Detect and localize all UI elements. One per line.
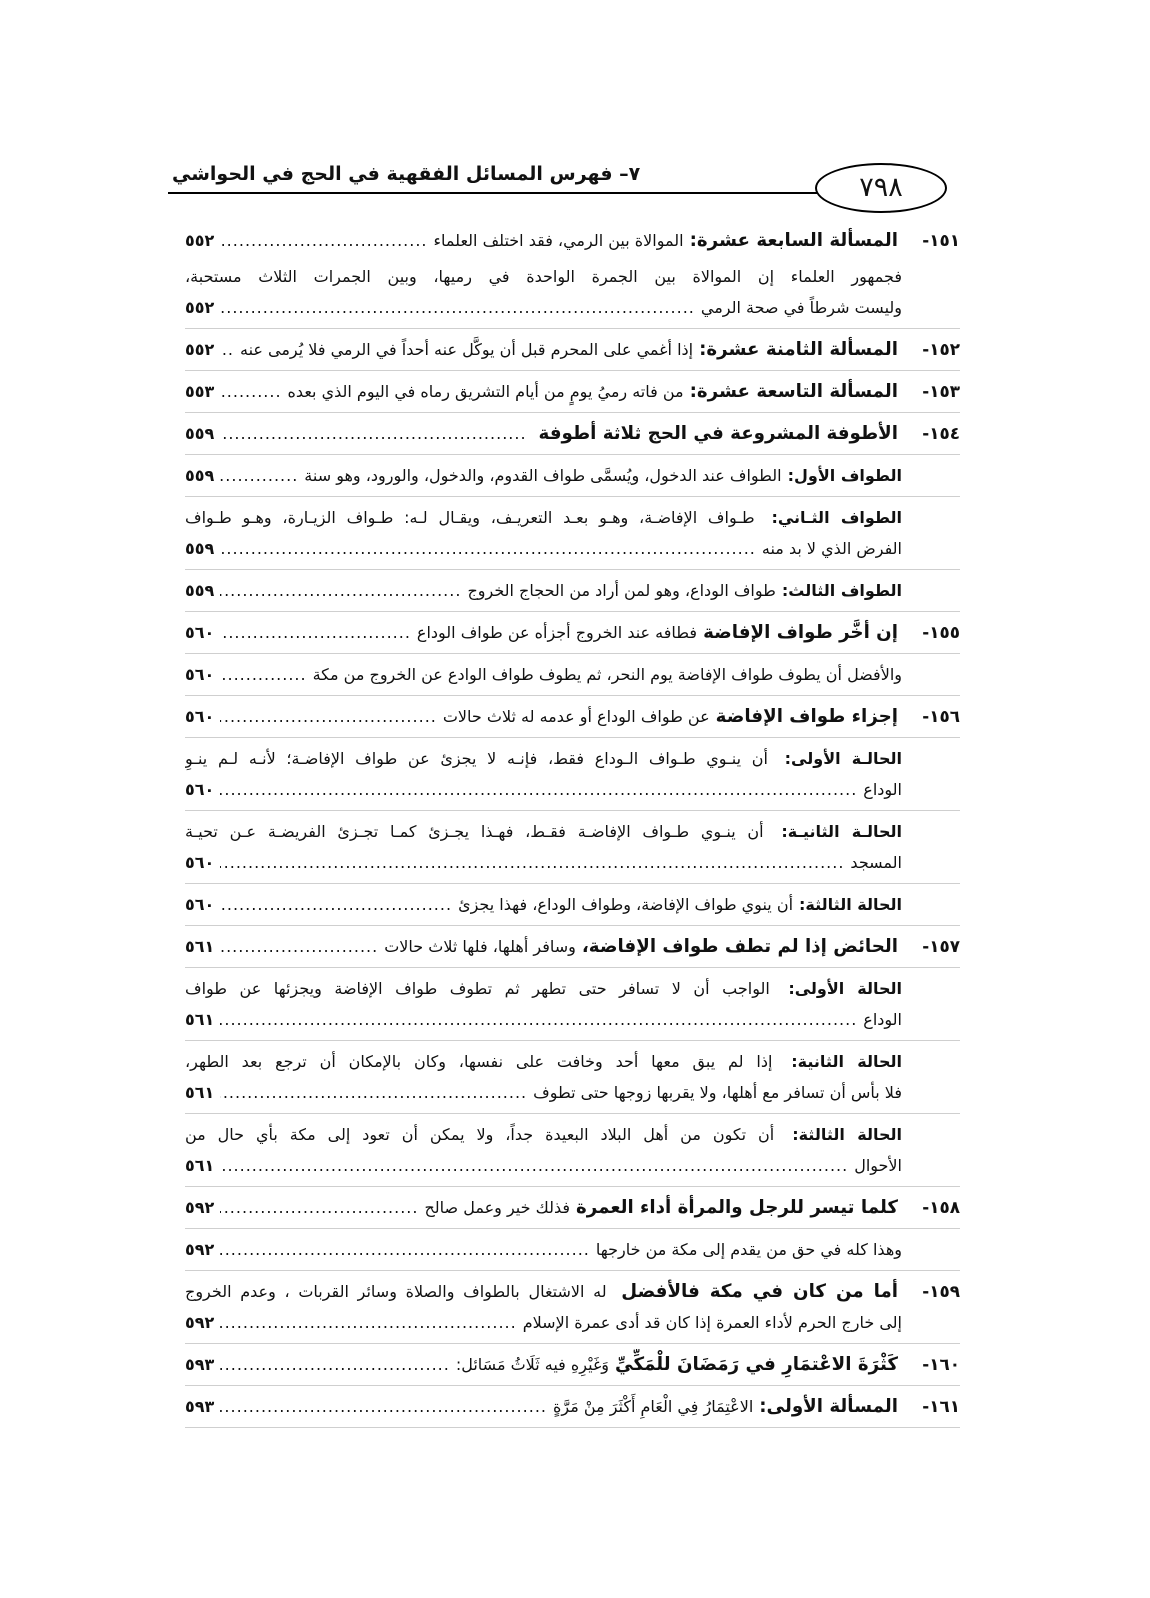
- index-line: [185, 225, 960, 256]
- entry-title: الأطوفة المشروعة في الحج ثلاثة أطوفة: [538, 423, 898, 444]
- dot-leader: [220, 1234, 590, 1265]
- page-number: ٧٩٨: [859, 172, 903, 203]
- subentry-title: الحالـة الثانيـة:: [781, 822, 902, 841]
- entry-text-wrap: [185, 1119, 902, 1150]
- page-ref: ٥٦٠: [185, 853, 215, 872]
- index-line: [185, 617, 960, 648]
- dot-leader: [220, 575, 461, 606]
- entry-title: إجزاء طواف الإفاضة: [715, 706, 898, 727]
- index-line: [185, 1276, 960, 1307]
- entry-title: المسألة السابعة عشرة:: [689, 230, 898, 251]
- page-ref: ٥٦١: [185, 937, 215, 956]
- entry-text: الطواف عند الدخول، ويُسمَّى طواف القدوم، والدخول، والورود، وهو سنة: [304, 466, 782, 485]
- entry-text: أن ينـوي طـواف الـوداع فقط، فإنـه لا يجزئ عن طواف الإفاضـة؛ لأنـه لـم ينـوِ: [185, 749, 768, 768]
- page-ref: ٥٥٣: [185, 382, 215, 401]
- entry-text-wrap: [185, 1276, 898, 1307]
- index-subentry: [185, 884, 960, 926]
- entry-number: ١٥٨-: [922, 1197, 960, 1217]
- index-line: [185, 816, 960, 847]
- dot-leader: [220, 889, 452, 920]
- dot-leader: [220, 1150, 848, 1181]
- dot-leader: [220, 847, 844, 878]
- page-ref: ٥٥٢: [185, 298, 215, 317]
- index-subentry: [185, 1229, 960, 1271]
- dot-leader: [220, 225, 427, 256]
- index-subentry: [185, 1041, 960, 1114]
- entry-text: وَغَيْرِهِ فيه ثَلَاثُ مَسَائل:: [455, 1355, 610, 1374]
- index-line: [185, 701, 960, 732]
- entry-title: المسألة الثامنة عشرة:: [699, 339, 898, 360]
- page-ref: ٥٥٩: [185, 466, 215, 485]
- entry-text-wrap: [185, 502, 902, 533]
- entry-title: إن أخَّر طواف الإفاضة: [703, 622, 898, 643]
- index-line: [185, 1004, 960, 1035]
- index-entry: [185, 220, 960, 256]
- subentry-title: الحالة الثالثة:: [792, 1125, 902, 1144]
- entry-text: الواجب أن لا تسافر حتى تطهر ثم تطوف طواف الإفاضة ويجزئها عن طواف: [185, 979, 770, 998]
- index-subentry: [185, 497, 960, 570]
- dot-leader: [220, 1192, 418, 1223]
- subentry-title: الحالة الثالثة:: [799, 895, 902, 914]
- entry-text: فلا بأس أن تسافر مع أهلها، ولا يقربها زوجها حتى تطوف: [533, 1083, 902, 1102]
- dot-leader: [220, 617, 411, 648]
- entry-number: ١٥٩-: [922, 1281, 960, 1301]
- index-subentry: [185, 1114, 960, 1187]
- page-ref: ٥٥٢: [185, 231, 215, 250]
- index-line: [185, 1391, 960, 1422]
- index-line: [185, 292, 960, 323]
- page-ref: ٥٩٢: [185, 1313, 215, 1332]
- subentry-title: الحالة الثانية:: [791, 1052, 902, 1071]
- dot-leader: [220, 533, 756, 564]
- entry-text: إذا لم يبق معها أحد وخافت على نفسها، وكان بالإمكان أن ترجع بعد الطهر،: [185, 1052, 773, 1071]
- entry-text: المسجد: [850, 853, 902, 872]
- index-subentry: [185, 570, 960, 612]
- dot-leader: [220, 659, 306, 690]
- entry-title: كَثْرَةَ الاعْتمَارِ في رَمَضَانَ للْمَكِّيِّ: [615, 1354, 898, 1375]
- index-line: [185, 575, 960, 606]
- index-line: [185, 1234, 960, 1265]
- page-ref: ٥٥٩: [185, 581, 215, 600]
- index-entry: [185, 371, 960, 413]
- dot-leader: [220, 774, 857, 805]
- entry-title: الحائض إذا لم تطف طواف الإفاضة،: [581, 936, 898, 957]
- subentry-title: الطواف الثـاني:: [771, 508, 902, 527]
- entry-text: فطافه عند الخروج أجزأه عن طواف الوداع: [416, 623, 698, 642]
- entry-text: عن طواف الوداع أو عدمه له ثلاث حالات: [442, 707, 710, 726]
- index-line: [185, 774, 960, 805]
- entry-text: وهذا كله في حق من يقدم إلى مكة من خارجها: [595, 1240, 902, 1259]
- page-ref: ٥٦٠: [185, 665, 215, 684]
- entry-text: أن ينوي طواف الإفاضة، وطواف الوداع، فهذا يجزئ: [458, 895, 794, 914]
- index-line: [185, 1119, 960, 1150]
- index-line: [185, 1077, 960, 1108]
- index-entry: [185, 612, 960, 654]
- page-ref: ٥٥٩: [185, 424, 215, 443]
- entry-text-wrap: [185, 973, 902, 1004]
- dot-leader: [220, 1349, 450, 1380]
- index-entry: [185, 329, 960, 371]
- dot-leader: [220, 701, 437, 732]
- page-ref: ٥٦١: [185, 1083, 215, 1102]
- entry-text-wrap: [185, 261, 902, 292]
- page-ref: ٥٩٣: [185, 1355, 215, 1374]
- index-entry: [185, 1386, 960, 1428]
- page-ref: ٥٦٠: [185, 895, 215, 914]
- page-ref: ٥٩٢: [185, 1240, 215, 1259]
- index-line: [185, 376, 960, 407]
- entry-text: الأحوال: [854, 1156, 902, 1175]
- page-ref: ٥٥٩: [185, 539, 215, 558]
- entry-text: والأفضل أن يطوف طواف الإفاضة يوم النحر، ثم يطوف طواف الوادع عن الخروج من مكة: [312, 665, 902, 684]
- entry-text: الموالاة بين الرمي، فقد اختلف العلماء: [433, 231, 684, 250]
- index-entry: [185, 1187, 960, 1229]
- index-subentry: [185, 811, 960, 884]
- entry-text: له الاشتغال بالطواف والصلاة وسائر القربات ، وعدم الخروج: [185, 1282, 607, 1301]
- page-ref: ٥٩٢: [185, 1198, 215, 1217]
- entry-number: ١٥٦-: [922, 706, 960, 726]
- entry-number: ١٥٢-: [922, 339, 960, 359]
- index-line: [185, 659, 960, 690]
- entry-text: فذلك خير وعمل صالح: [424, 1198, 570, 1217]
- entry-text-wrap: [185, 816, 902, 847]
- page-ref: ٥٦١: [185, 1156, 215, 1175]
- index-entry: [185, 696, 960, 738]
- entry-text: أن تكون من أهل البلاد البعيدة جداً، ولا يمكن أن تعود إلى مكة بأي حال من: [185, 1125, 775, 1144]
- dot-leader: [220, 418, 526, 449]
- index-line: [185, 418, 960, 449]
- page-ref: ٥٥٢: [185, 340, 215, 359]
- entry-title: كلما تيسر للرجل والمرأة أداء العمرة: [575, 1197, 898, 1218]
- entry-number: ١٦١-: [922, 1396, 960, 1416]
- running-header-title: ٧– فهرس المسائل الفقهية في الحج في الحواشي: [172, 163, 641, 185]
- index-subentry: [185, 256, 960, 329]
- entry-title: المسألة التاسعة عشرة:: [689, 381, 898, 402]
- dot-leader: [220, 931, 378, 962]
- index-list: [185, 220, 960, 1428]
- entry-number: ١٦٠-: [922, 1354, 960, 1374]
- index-line: [185, 261, 960, 292]
- index-line: [185, 1349, 960, 1380]
- index-line: [185, 1046, 960, 1077]
- page-number-badge: [815, 163, 947, 213]
- entry-number: ١٥٣-: [922, 381, 960, 401]
- entry-text: طـواف الإفاضـة، وهـو بعـد التعريـف، ويقـال لـه: طـواف الزيـارة، وهـو طـواف: [185, 508, 755, 527]
- index-line: [185, 889, 960, 920]
- dot-leader: [220, 376, 281, 407]
- index-line: [185, 334, 960, 365]
- dot-leader: [220, 334, 234, 365]
- subentry-title: الطواف الثالث:: [781, 581, 902, 600]
- entry-title: المسألة الأولى:: [759, 1396, 898, 1417]
- subentry-title: الحالـة الأولى:: [784, 749, 902, 768]
- header-rule: [168, 192, 818, 194]
- dot-leader: [220, 1004, 857, 1035]
- entry-text: الاعْتِمَارُ فِي الْعَامِ أَكْثَرَ مِنْ مَرَّةٍ: [552, 1397, 754, 1416]
- index-subentry: [185, 455, 960, 497]
- entry-number: ١٥٥-: [922, 622, 960, 642]
- index-line: [185, 1307, 960, 1338]
- index-subentry: [185, 654, 960, 696]
- entry-number: ١٥١-: [922, 230, 960, 250]
- entry-text: من فاته رميُ يومٍ من أيام التشريق رماه في اليوم الذي بعده: [287, 382, 684, 401]
- index-line: [185, 1192, 960, 1223]
- index-line: [185, 973, 960, 1004]
- entry-text-wrap: [185, 1046, 902, 1077]
- index-line: [185, 460, 960, 491]
- entry-text: أن ينـوي طـواف الإفاضـة فقـط، فهـذا يجـزئ كمـا تجـزئ الفريضـة عـن تحيـة: [185, 822, 764, 841]
- entry-text: إلى خارج الحرم لأداء العمرة إذا كان قد أدى عمرة الإسلام: [522, 1313, 902, 1332]
- page-ref: ٥٦١: [185, 1010, 215, 1029]
- index-entry: [185, 1344, 960, 1386]
- dot-leader: [220, 460, 298, 491]
- page-ref: ٥٦٠: [185, 707, 215, 726]
- subentry-title: الحالة الأولى:: [788, 979, 902, 998]
- subentry-title: الطواف الأول:: [787, 466, 902, 485]
- entry-number: ١٥٧-: [922, 936, 960, 956]
- index-subentry: [185, 738, 960, 811]
- entry-text: الوداع: [863, 1010, 902, 1029]
- index-entry: [185, 926, 960, 968]
- entry-text: طواف الوداع، وهو لمن أراد من الحجاج الخروج: [467, 581, 776, 600]
- index-entry: [185, 413, 960, 455]
- dot-leader: [220, 1391, 547, 1422]
- index-line: [185, 931, 960, 962]
- dot-leader: [220, 1307, 516, 1338]
- dot-leader: [220, 292, 695, 323]
- entry-text: وليست شرطاً في صحة الرمي: [700, 298, 902, 317]
- index-line: [185, 847, 960, 878]
- index-subentry: [185, 968, 960, 1041]
- entry-text: الفرض الذي لا بد منه: [761, 539, 902, 558]
- entry-text: إذا أغمي على المحرم قبل أن يوكَّل عنه أحداً في الرمي فلا يُرمى عنه: [239, 340, 694, 359]
- entry-title: أما من كان في مكة فالأفضل: [621, 1281, 898, 1302]
- entry-text: وسافر أهلها، فلها ثلاث حالات: [384, 937, 576, 956]
- index-line: [185, 1150, 960, 1181]
- index-entry: [185, 1271, 960, 1344]
- entry-text: الوداع: [863, 780, 902, 799]
- entry-number: ١٥٤-: [922, 423, 960, 443]
- entry-text: فجمهور العلماء إن الموالاة بين الجمرة الواحدة في رميها، وبين الجمرات الثلاث مستحبة،: [185, 267, 902, 286]
- dot-leader: [220, 1077, 527, 1108]
- index-line: [185, 533, 960, 564]
- entry-text-wrap: [185, 743, 902, 774]
- page-ref: ٥٩٣: [185, 1397, 215, 1416]
- page-ref: ٥٦٠: [185, 780, 215, 799]
- index-line: [185, 743, 960, 774]
- index-line: [185, 502, 960, 533]
- page-ref: ٥٦٠: [185, 623, 215, 642]
